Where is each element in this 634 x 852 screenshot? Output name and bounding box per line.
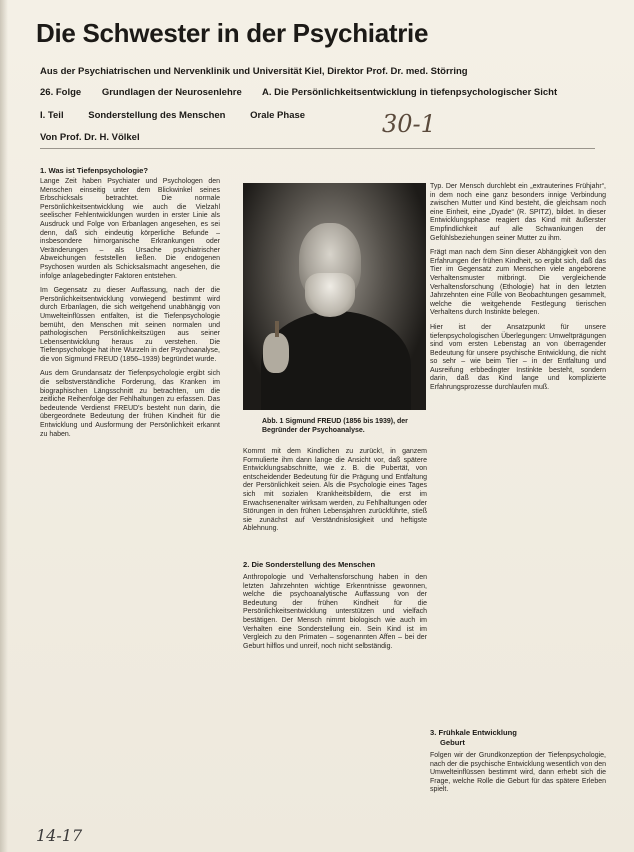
paragraph: Im Gegensatz zu dieser Auffassung, nach der die Persönlichkeitsentwicklung vorwiegend bestimmt wird durch Erbanlagen, die sich weitgehend unabhängig von Umwelteinflüssen entfalten, ist die Tiefenpsychologie bemüht, den Menschen mit seinen normalen und pathologischen Persönlichkeitszügen aus seiner Lebensentwicklung heraus zu verstehen. Die Tiefenpsychologie hat ihre Wurzeln in der Psychoanalyse, die von Sigmund FREUD (1856–1939) begründet wurde. bbox=[40, 287, 220, 363]
paragraph: Frägt man nach dem Sinn dieser Abhängigkeit von den Erfahrungen der frühen Kindheit, so ergibt sich, daß das Tier im Gegensatz zum Menschen viele angeborene Verhaltensmuster mitbringt. Die vergleichende Verhaltensforschung (Ethologie) hat in den letzten Jahrzehnten eine Fülle von Beobachtungen gesammelt, welche die weitgehende Festlegung tierischen Verhaltens durch Instinkte belegen. bbox=[430, 249, 606, 317]
handwritten-reference: 30-1 bbox=[382, 110, 436, 138]
paragraph: Typ. Der Mensch durchlebt ein „extrauterines Frühjahr“, in dem noch eine ganz besonders innige Verbindung zwischen Mutter und Kind besteht, die gleichsam noch eine Einheit, eine „Dyade“ (R. SPITZ), bildet. In dieser Entwicklungsphase reagiert das Kind mit äußerster Empfindlichkeit auf alle Schwankungen der Gefühlsbeziehungen seiner Mutter zu ihm. bbox=[430, 183, 606, 242]
column-right-2 bbox=[430, 752, 606, 801]
paragraph: Aus dem Grundansatz der Tiefenpsychologie ergibt sich die selbstverständliche Forderung, das Kranken im biographischen Längsschnitt zu betrachten, um die zeitliche Reihenfolge der Fehlhaltungen zu erfassen. Das bedeutende Verdienst FREUD's besteht nun darin, die übergeordnete Bedeutung der frühen Kindheit für die Entwicklung und Ausformung der Persönlichkeit erkannt zu haben. bbox=[40, 370, 220, 438]
section-heading-3: 3. Frühkale Entwicklung bbox=[430, 728, 517, 737]
institute-line: Aus der Psychiatrischen und Nervenklinik und Universität Kiel, Direktor Prof. Dr. med. Störring bbox=[40, 66, 468, 77]
column-left bbox=[40, 178, 220, 445]
photo-cigar bbox=[275, 321, 279, 337]
section-subheading-3: Geburt bbox=[440, 738, 465, 747]
author-line: Von Prof. Dr. H. Völkel bbox=[40, 132, 140, 143]
part-number: I. Teil bbox=[40, 110, 64, 121]
section-heading-1: 1. Was ist Tiefenpsychologie? bbox=[40, 166, 149, 175]
photo-beard bbox=[305, 273, 355, 317]
freud-portrait-photo bbox=[243, 183, 426, 410]
page-fold-shadow bbox=[0, 0, 8, 852]
header-divider bbox=[40, 148, 595, 149]
series-subtopic: A. Die Persönlichkeitsentwicklung in tiefenpsychologischer Sicht bbox=[262, 87, 558, 98]
photo-caption: Abb. 1 Sigmund FREUD (1856 bis 1939), der Begründer der Psychoanalyse. bbox=[262, 418, 408, 434]
part-phase: Orale Phase bbox=[250, 110, 306, 121]
series-line bbox=[40, 87, 620, 98]
column-right bbox=[430, 183, 606, 399]
photo-hand bbox=[263, 333, 289, 373]
column-middle-2 bbox=[243, 574, 427, 657]
series-topic: Grundlagen der Neurosenlehre bbox=[101, 87, 242, 98]
page-marker: 14-17 bbox=[36, 826, 83, 845]
part-line bbox=[40, 110, 327, 121]
page-title: Die Schwester in der Psychiatrie bbox=[36, 18, 429, 48]
column-middle bbox=[243, 448, 427, 540]
part-topic: Sonderstellung des Menschen bbox=[88, 110, 226, 121]
paragraph: Kommt mit dem Kindlichen zu zurück!, in ganzem Formulierte ihm dann lange die Ansicht vor, daß spätere Entwicklungsabschnitte, wie z. B. die Pubertät, von entscheidender Bedeutung für die Prägung und Entfaltung der Persönlichkeit seien. Als die Psychologie eines Tages sich mit sozialen Krankheitsbildern, die erst im Erwachsenenalter wirksam werden, zu Fehlhaltungen oder Störungen in den frühen Lebensjahren zurückführte, stieß sie zunächst auf Verständnislosigkeit und heftigste Ablehnung. bbox=[243, 448, 427, 533]
series-number: 26. Folge bbox=[40, 87, 82, 98]
section-heading-2: 2. Die Sonderstellung des Menschen bbox=[243, 560, 376, 569]
paragraph: Anthropologie und Verhaltensforschung haben in den letzten Jahrzehnten wichtige Erkenntnisse gewonnen, welche die psychoanalytische Auffassung von der Bedeutung der frühen Kindheit für die Persönlichkeitsentwicklung unterstützen und vielfach bestätigen. Der Mensch nimmt biologisch wie auch im Verhalten eine Sonderstellung ein. Sein Kind ist im Vergleich zu den Primaten – sogenannten Affen – bei der Geburt hilflos und unreif, noch nicht selbständig. bbox=[243, 574, 427, 650]
paragraph: Folgen wir der Grundkonzeption der Tiefenpsychologie, nach der die psychische Entwicklung wesentlich von den Umwelteinflüssen bestimmt wird, dann erhebt sich die Frage, welche Rolle die Geburt für das spätere Erleben spielt. bbox=[430, 752, 606, 794]
paragraph: Hier ist der Ansatzpunkt für unsere tiefenpsychologischen Überlegungen: Umweltprägungen sind vom ersten Lebenstag an von überragender Bedeutung für unsere psychische Entwicklung, die nicht so sehr – wie beim Tier – in der Entfaltung und Ausreifung erbbedingter Instinkte besteht, sondern darin, daß das Kind lange und komplizierte Erfahrungsprozesse durchlaufen muß. bbox=[430, 323, 606, 392]
paragraph: Lange Zeit haben Psychiater und Psychologen den Menschen einseitig unter dem Blickwinkel seines Erbschicksals betrachtet. Die normale Persönlichkeitsentwicklung wie auch die Vielzahl seelischer Fehlentwicklungen wurden in erster Linie als Ausdruck und Folge von Erbanlagen angesehen, es sei denn, daß sich eindeutig körperliche Befunde – insbesondere hirnorganische Erkrankungen oder Veränderungen – als Ursache psychiatrischer Abweichungen feststellen ließen. Die endogenen Psychosen wurden als Schicksalsmacht angesehen, die infolge anlagebedingter Faktoren entstehen. bbox=[40, 178, 220, 280]
